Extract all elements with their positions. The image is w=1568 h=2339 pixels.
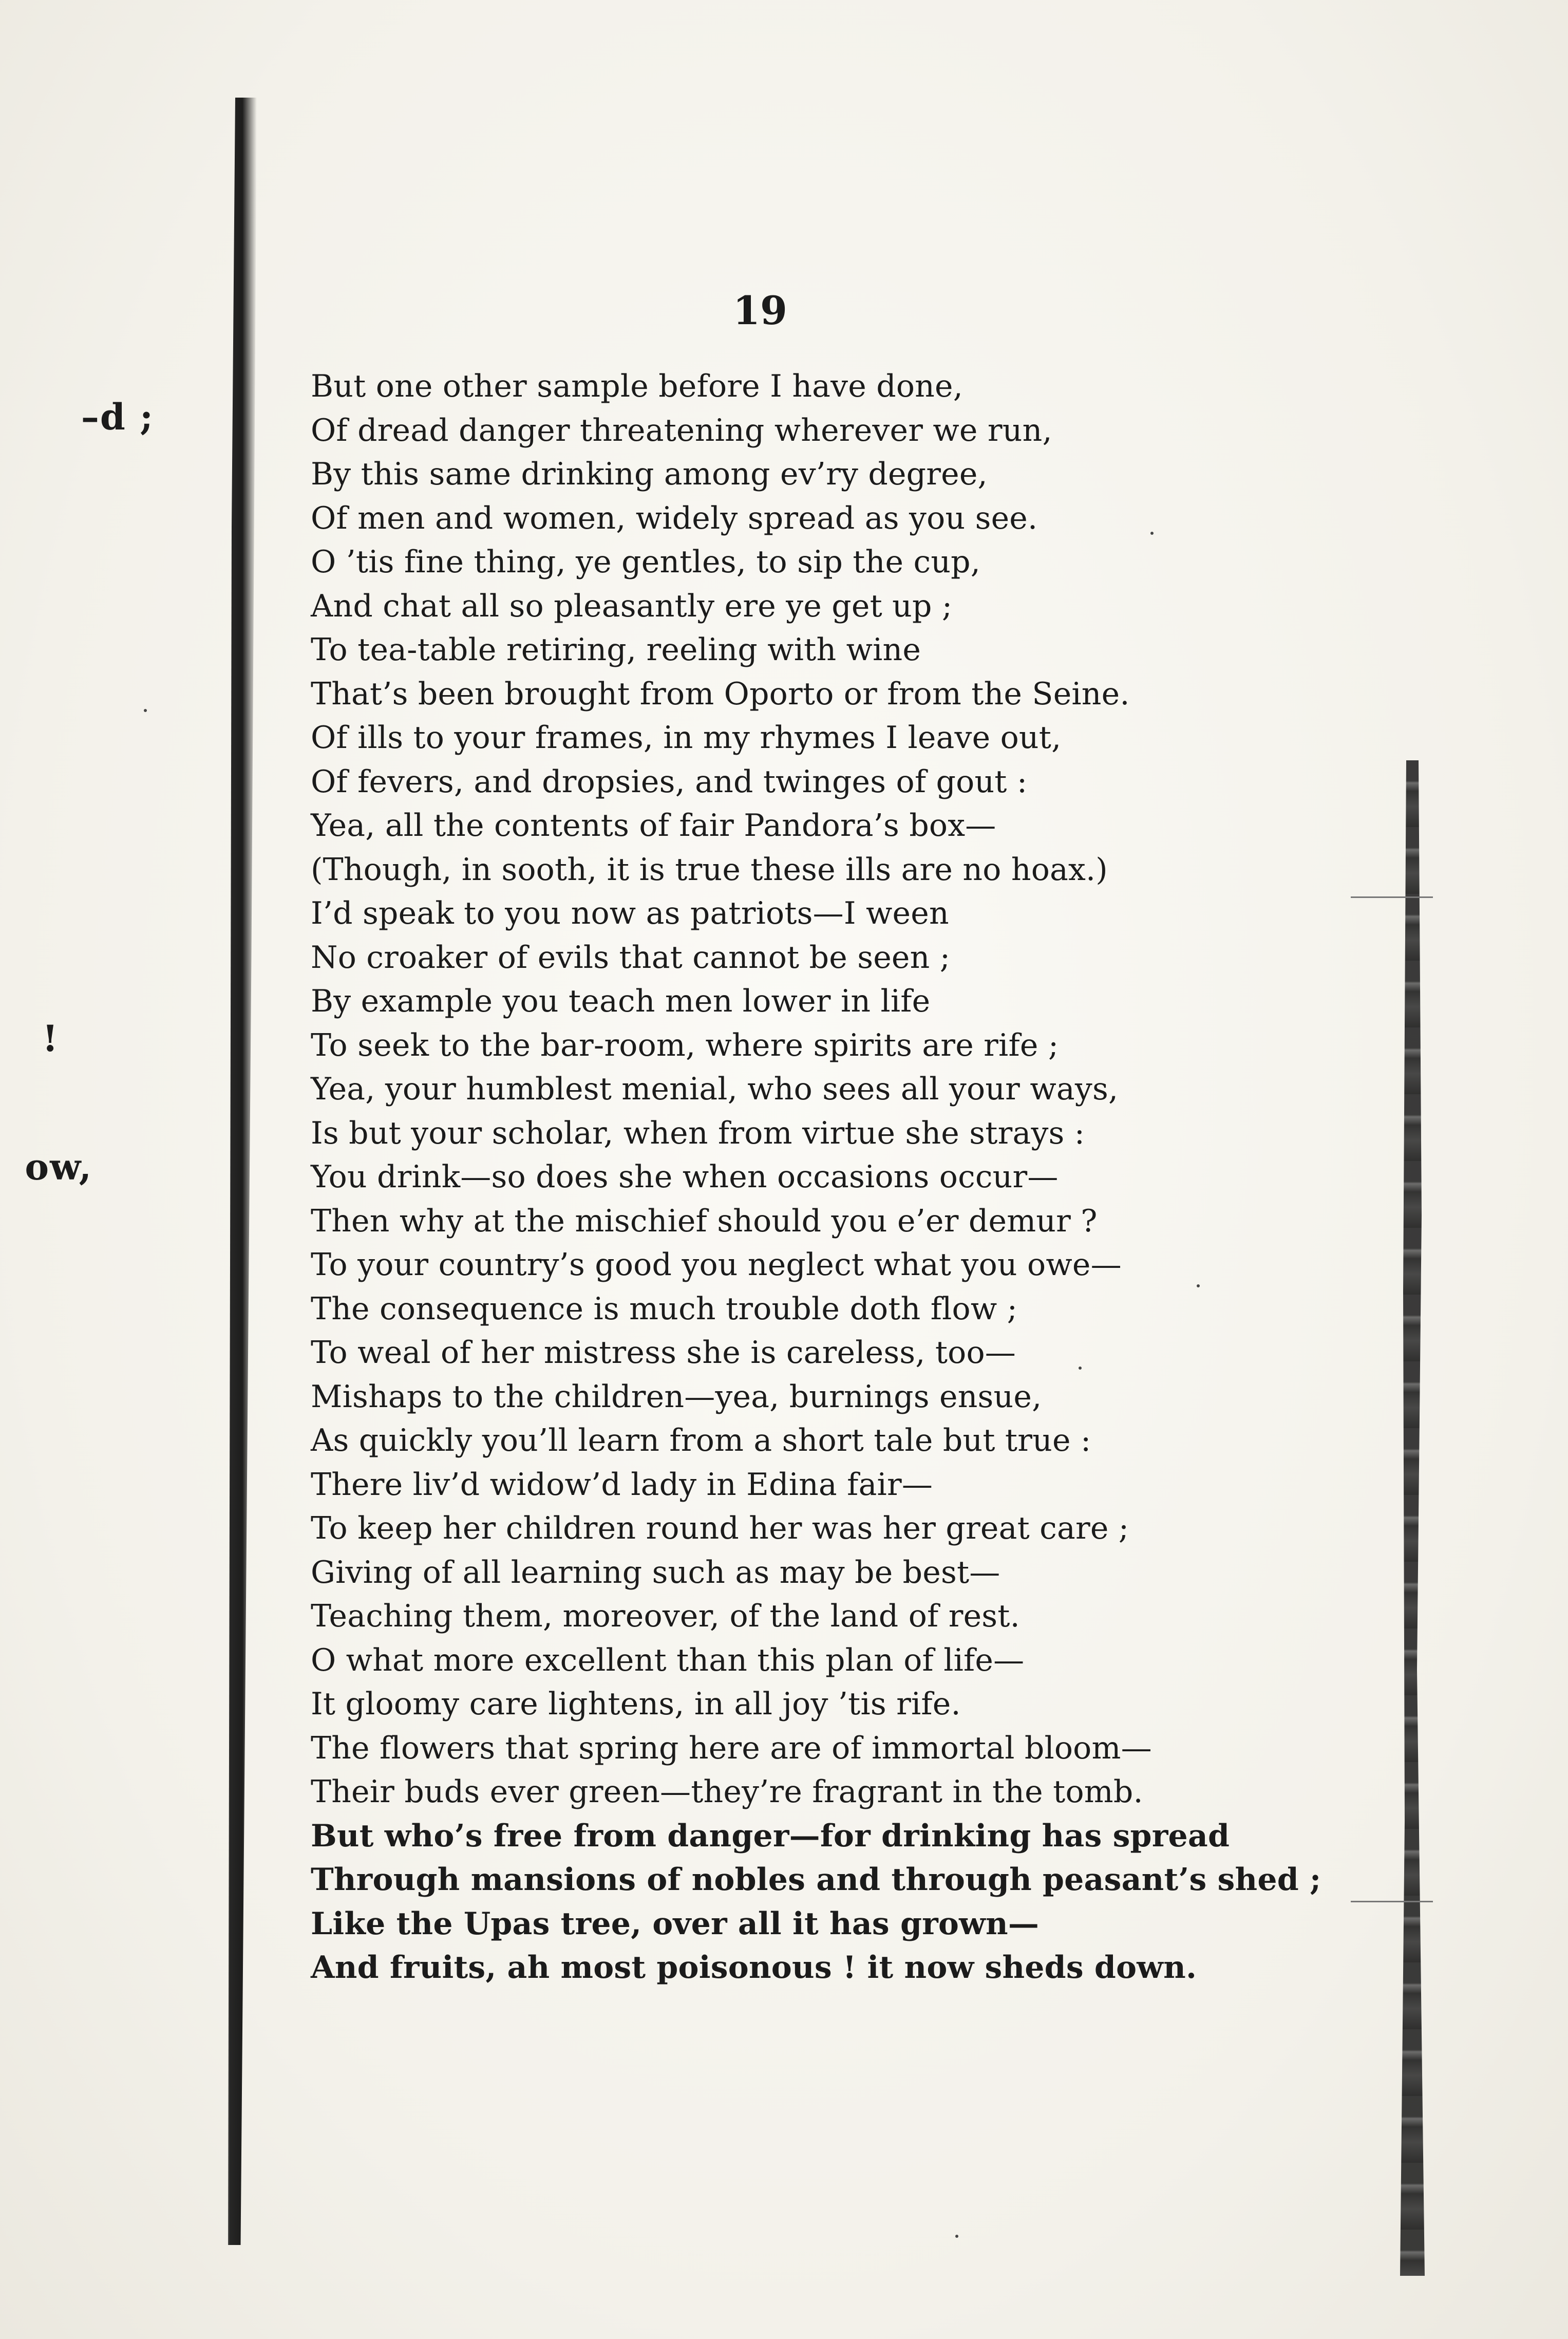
left-binding-edge [221,98,257,2245]
poem-line: There liv’d widow’d lady in Edina fair— [311,1466,933,1503]
poem-line: Through mansions of nobles and through peasant’s shed ; [311,1862,1321,1898]
poem-line: O ’tis fine thing, ye gentles, to sip the cup, [311,544,981,580]
margin-rule [1351,896,1433,898]
facing-page-fragment: ! [42,1017,59,1060]
poem-line: Yea, your humblest menial, who sees all your ways, [311,1071,1119,1107]
poem-line: It gloomy care lightens, in all joy ’tis rife. [311,1686,961,1722]
poem-line: You drink—so does she when occasions occur— [311,1159,1059,1195]
right-binding-edge [1397,760,1428,2276]
poem-line: The flowers that spring here are of immortal bloom— [311,1730,1152,1766]
poem-line: The consequence is much trouble doth flow ; [311,1290,1018,1327]
paper-speck [144,709,147,712]
facing-page-fragment: –d ; [81,396,154,438]
paper-speck [1079,1367,1082,1370]
poem-line: To seek to the bar-room, where spirits are rife ; [311,1027,1059,1063]
poem-line: Then why at the mischief should you e’er demur ? [311,1203,1098,1239]
poem-line: To tea-table retiring, reeling with wine [311,632,921,668]
poem-line: Of fevers, and dropsies, and twinges of gout : [311,763,1028,800]
page-number: 19 [733,288,787,333]
poem-line: By example you teach men lower in life [311,983,931,1019]
poem-line: I’d speak to you now as patriots—I ween [311,895,949,931]
poem-line: That’s been brought from Oporto or from the Seine. [311,676,1130,712]
poem-line: Is but your scholar, when from virtue she strays : [311,1115,1085,1151]
poem-line: O what more excellent than this plan of life— [311,1642,1025,1678]
poem-line: And chat all so pleasantly ere ye get up ; [311,588,953,624]
paper-speck [1150,532,1154,535]
poem-line: Of ills to your frames, in my rhymes I leave out, [311,720,1062,756]
poem-line: To keep her children round her was her great care ; [311,1510,1129,1546]
poem-line: By this same drinking among ev’ry degree, [311,456,988,492]
poem-line: Yea, all the contents of fair Pandora’s box— [311,808,996,844]
margin-rule [1351,1901,1433,1902]
poem-line: Teaching them, moreover, of the land of rest. [311,1598,1020,1634]
poem-line: Of dread danger threatening wherever we run, [311,412,1052,448]
poem-line: To weal of her mistress she is careless, too— [311,1335,1016,1371]
poem-line: Giving of all learning such as may be best— [311,1554,1000,1590]
poem-line: As quickly you’ll learn from a short tale but true : [311,1423,1091,1458]
poem-line: But who’s free from danger—for drinking has spread [311,1818,1230,1854]
paper-speck [1197,1284,1200,1287]
poem-line: But one other sample before I have done, [311,368,963,404]
poem-text [311,365,1338,1990]
poem-line: Like the Upas tree, over all it has grown— [311,1905,1040,1942]
poem-line: Mishaps to the children—yea, burnings ensue, [311,1378,1042,1415]
paper-speck [955,2235,958,2238]
poem-line: And fruits, ah most poisonous ! it now sheds down. [311,1950,1197,1986]
poem-line: Their buds ever green—they’re fragrant in the tomb. [311,1774,1143,1810]
poem-line: To your country’s good you neglect what you owe— [311,1247,1122,1283]
facing-page-fragment: ow, [25,1146,92,1188]
poem-line: No croaker of evils that cannot be seen ; [311,939,951,976]
poem-line: (Though, in sooth, it is true these ills are no hoax.) [311,851,1108,888]
poem-line: Of men and women, widely spread as you see. [311,500,1038,536]
